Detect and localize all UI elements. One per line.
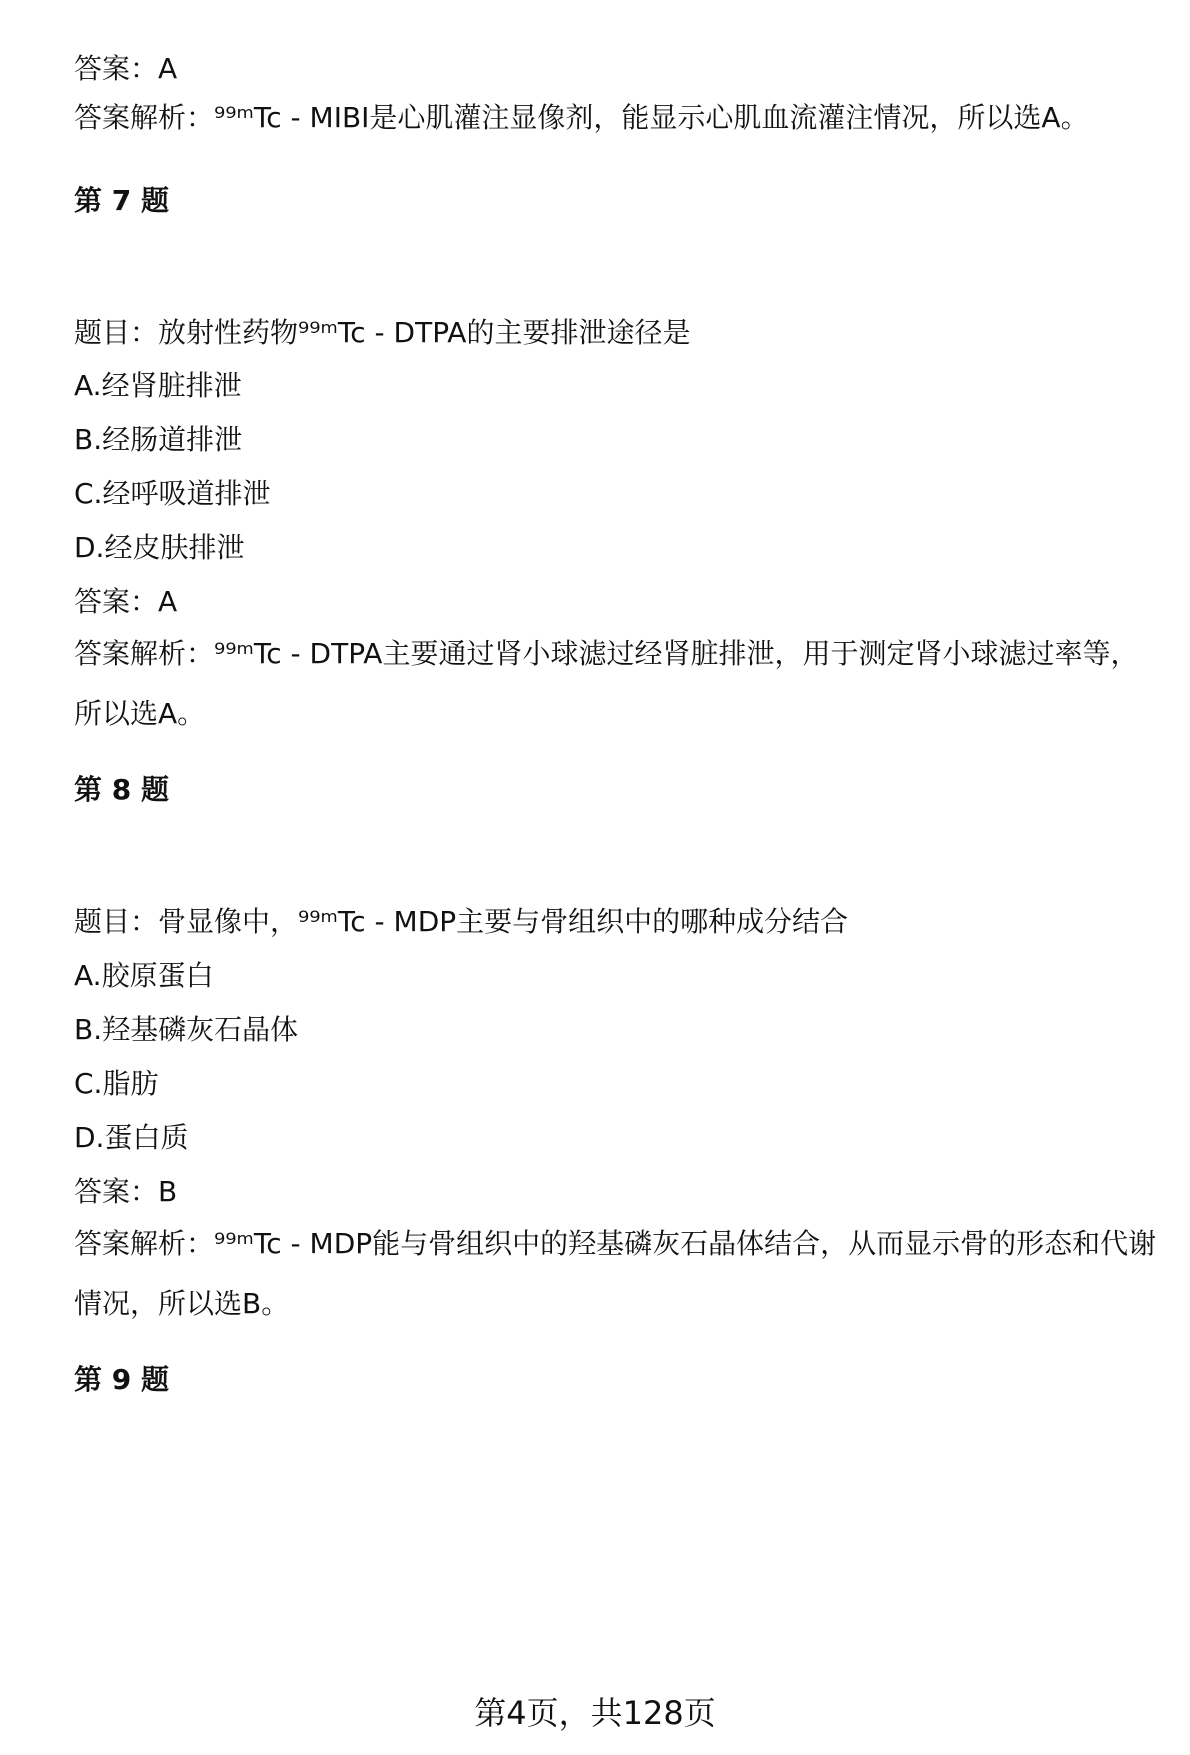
q7-explanation: 答案解析：⁹⁹ᵐTc - DTPA主要通过肾小球滤过经肾脏排泄，用于测定肾小球滤过率等，所以选A。 [74, 637, 1139, 730]
q7-option-d: D.经皮肤排泄 [74, 531, 245, 564]
q7-option-a: A.经肾脏排泄 [74, 369, 242, 402]
q8-option-a: A.胶原蛋白 [74, 959, 214, 992]
q8-explanation: 答案解析：⁹⁹ᵐTc - MDP能与骨组织中的羟基磷灰石晶体结合，从而显示骨的形态和代谢情况，所以选B。 [74, 1227, 1157, 1320]
q7-option-c: C.经呼吸道排泄 [74, 477, 271, 510]
q9-heading: 第 9 题 [74, 1363, 169, 1396]
q7-option-b: B.经肠道排泄 [74, 423, 243, 456]
q8-question: 题目：骨显像中，⁹⁹ᵐTc - MDP主要与骨组织中的哪种成分结合 [74, 905, 849, 938]
q8-option-d: D.蛋白质 [74, 1121, 189, 1154]
q6-answer: 答案：A [74, 52, 178, 85]
q8-option-c: C.脂肪 [74, 1067, 159, 1100]
page-number-footer: 第4页，共128页 [474, 1694, 716, 1732]
q7-question: 题目：放射性药物⁹⁹ᵐTc - DTPA的主要排泄途径是 [74, 316, 691, 349]
q8-option-b: B.羟基磷灰石晶体 [74, 1013, 299, 1046]
q6-explanation: 答案解析：⁹⁹ᵐTc - MIBI是心肌灌注显像剂，能显示心肌血流灌注情况，所以选A。 [74, 101, 1089, 134]
q7-answer: 答案：A [74, 585, 178, 618]
q8-heading: 第 8 题 [74, 773, 169, 806]
q7-heading: 第 7 题 [74, 184, 169, 217]
q8-answer: 答案：B [74, 1175, 178, 1208]
